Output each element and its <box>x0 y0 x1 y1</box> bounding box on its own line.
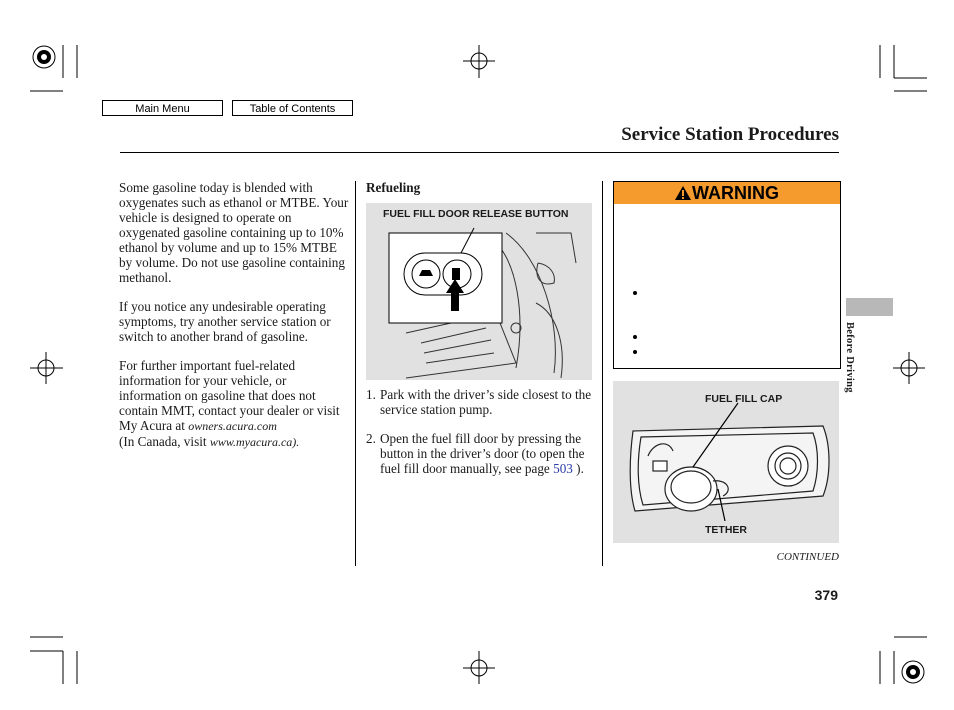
canada-prefix: (In Canada, visit <box>119 434 207 449</box>
step-1-text: Park with the driver’s side closest to the service station pump. <box>380 387 592 417</box>
section-tab-label: Before Driving <box>844 322 855 393</box>
symptoms-paragraph: If you notice any undesirable operating symptoms, try another service station or switch to another brand of gasoline. <box>119 299 331 344</box>
acura-canada-link[interactable]: www.myacura.ca). <box>209 435 300 449</box>
step-2 <box>366 431 594 476</box>
column-divider-left <box>355 181 356 566</box>
door-panel-illustration <box>366 203 592 380</box>
refueling-heading: Refueling <box>366 180 421 195</box>
warning-bullet-2 <box>633 335 637 339</box>
release-button-label: FUEL FILL DOOR RELEASE BUTTON <box>383 208 569 220</box>
tether-label: TETHER <box>705 524 747 536</box>
info-paragraph <box>119 358 351 450</box>
warning-box <box>613 181 841 369</box>
gasoline-paragraph: Some gasoline today is blended with oxygenates such as ethanol or MTBE. Your vehicle is designed to operate on oxygenated gasoline containing up to 10% ethanol by volume and up to 15% MTBE by volume. Do not use gasoline containing methanol. <box>119 180 349 285</box>
warning-label: WARNING <box>692 183 779 203</box>
table-of-contents-button[interactable]: Table of Contents <box>232 100 353 116</box>
warning-bullet-3 <box>633 350 637 354</box>
column-divider-right <box>602 181 603 566</box>
page-number: 379 <box>814 587 838 603</box>
step-1 <box>366 387 594 417</box>
fuel-fill-cap-label: FUEL FILL CAP <box>705 393 783 405</box>
main-menu-button[interactable]: Main Menu <box>102 100 223 116</box>
warning-header <box>614 182 840 204</box>
fuel-cap-illustration <box>613 381 839 543</box>
refueling-steps <box>366 387 594 490</box>
step-2-end: ). <box>576 461 584 476</box>
section-tab[interactable] <box>846 298 893 316</box>
warning-triangle-icon <box>674 185 692 201</box>
warning-bullet-1 <box>633 291 637 295</box>
step-2-text: Open the fuel fill door by pressing the button in the driver’s door (to open the fuel fill door manually, see page <box>380 431 585 476</box>
step-2-number: 2. <box>366 431 376 446</box>
info-text: For further important fuel-related information for your vehicle, or information on gasoline that does not contain MMT, contact your dealer or visit My Acura at <box>119 358 340 433</box>
page-503-link[interactable]: 503 <box>553 461 573 476</box>
middle-column <box>366 180 594 195</box>
title-rule <box>120 152 839 153</box>
door-button-figure <box>366 203 592 380</box>
step-1-number: 1. <box>366 387 376 402</box>
page-title: Service Station Procedures <box>621 124 839 145</box>
acura-owners-link[interactable]: owners.acura.com <box>188 419 277 433</box>
continued-note: CONTINUED <box>776 551 839 563</box>
fuel-cap-figure <box>613 381 839 543</box>
left-column <box>119 180 351 464</box>
